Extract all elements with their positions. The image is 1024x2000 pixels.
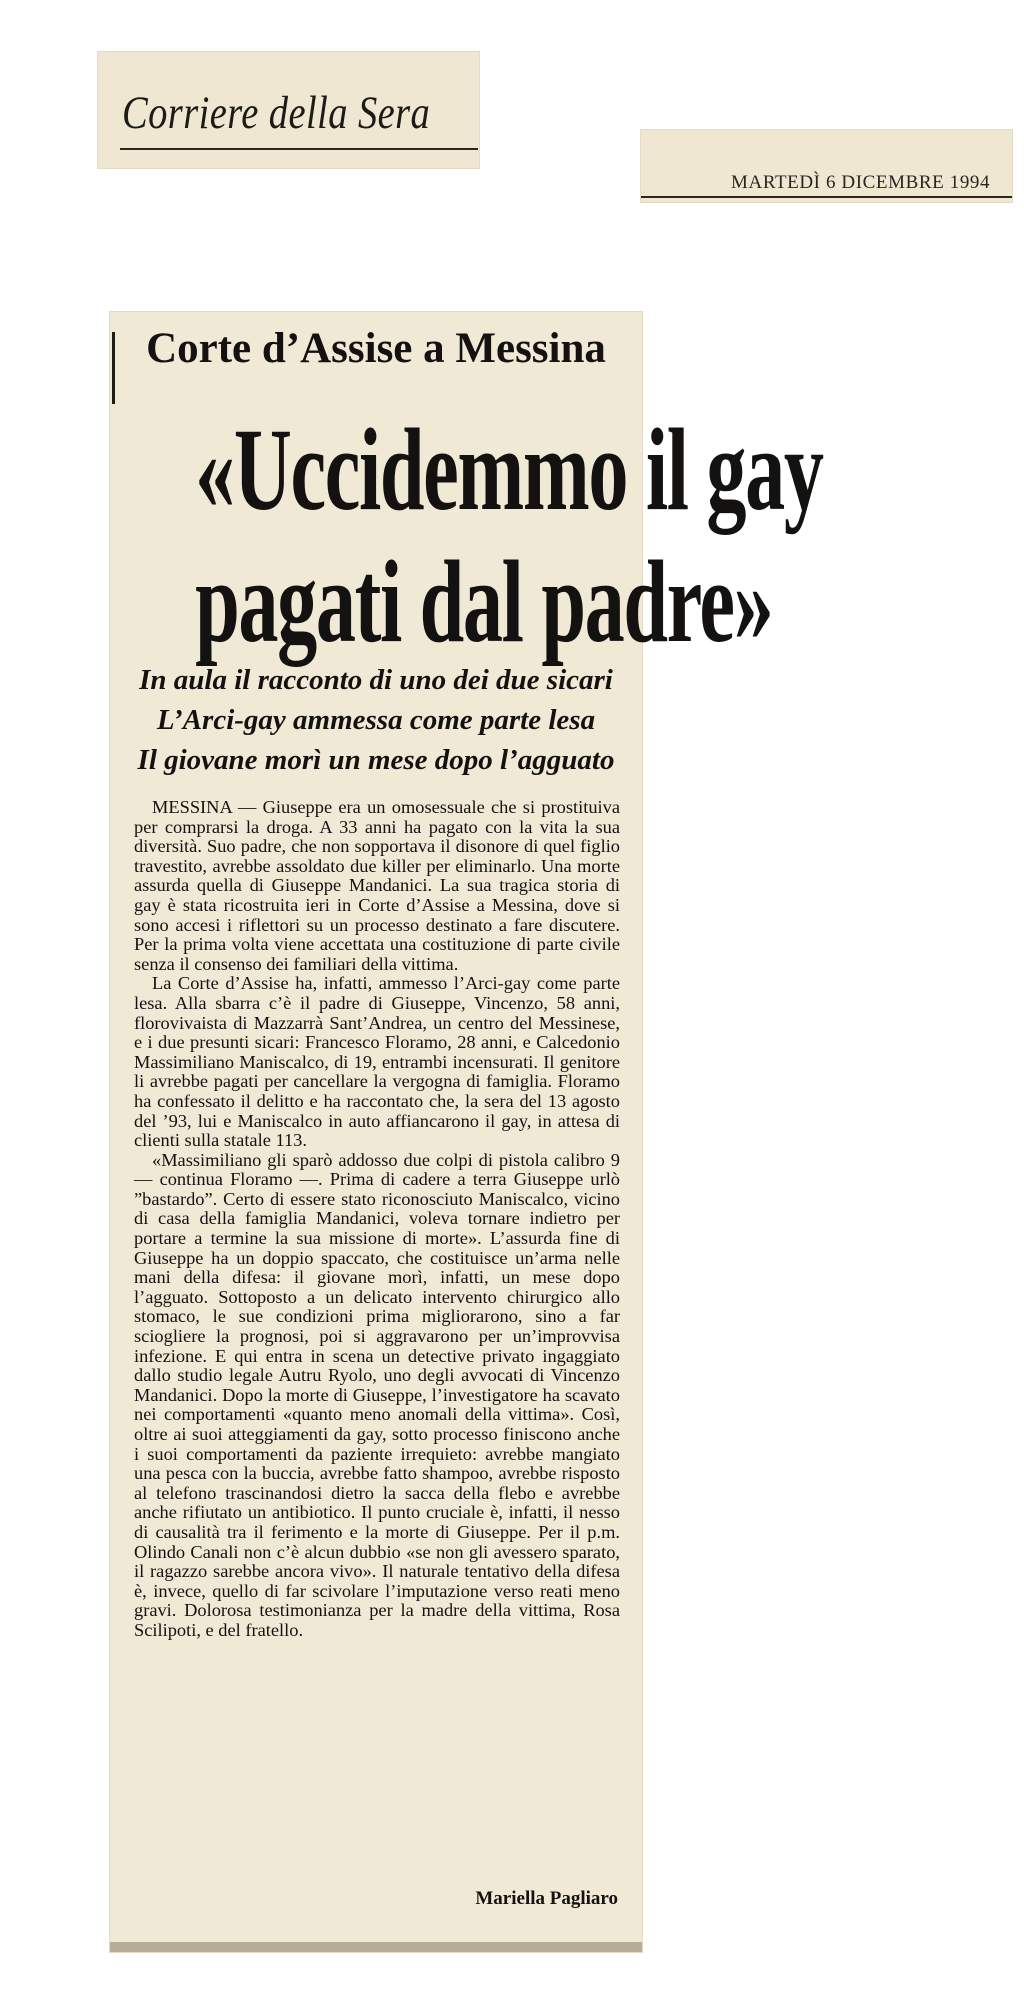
article-body: [134, 798, 620, 1641]
clipping-bottom-edge: [110, 1942, 642, 1952]
subheading-2: L’Arci-gay ammessa come parte lesa: [156, 704, 596, 736]
date-rule: [641, 196, 1012, 198]
subheading-1: In aula il racconto di uno dei due sicari: [139, 664, 613, 696]
author-byline: Mariella Pagliaro: [475, 1888, 618, 1909]
article-subheadings: [110, 660, 642, 780]
headline-line-1: «Uccidemmo il gay: [195, 404, 823, 535]
masthead-clipping: [98, 52, 479, 168]
body-paragraph-1: MESSINA — Giuseppe era un omosessuale che si prostituiva per comprarsi la droga. A 33 anni ha pagato con la vita la sua diversità. Suo padre, che non sopportava il disonore di quel figlio travestito, avrebbe assoldato due killer per eliminarlo. Una morte assurda quella di Giuseppe Mandanici. La sua tragica storia di gay è stata ricostruita ieri in Corte d’Assise a Messina, dove si sono accesi i riflettori su un processo destinato a fare discutere. Per la prima volta viene accettata una costituzione di parte civile senza il consenso dei familiari della vittima.: [134, 797, 620, 974]
article-clipping: [110, 312, 823, 1952]
publication-date: MARTEDÌ 6 DICEMBRE 1994: [731, 172, 991, 193]
headline-line-2: pagati dal padre»: [195, 536, 773, 667]
date-clipping: [641, 130, 1012, 202]
body-paragraph-2: La Corte d’Assise ha, infatti, ammesso l’Arci-gay come parte lesa. Alla sbarra c’è il padre di Giuseppe, Vincenzo, 58 anni, florovivaista di Mazzarrà Sant’Andrea, un centro del Messinese, e i due presunti sicari: Francesco Floramo, 28 anni, e Calcedonio Massimiliano Maniscalco, di 19, entrambi incensurati. Il genitore li avrebbe pagati per cancellare la vergogna di famiglia. Floramo ha confessato il delitto e ha raccontato che, la sera del 13 agosto del ’93, lui e Maniscalco in auto affiancarono il gay, in attesa di clienti sulla statale 113.: [134, 973, 620, 1151]
body-paragraph-3: «Massimiliano gli sparò addosso due colpi di pistola calibro 9 — continua Floramo —. Prima di cadere a terra Giuseppe urlò ”bastardo”. Certo di essere stato riconosciuto Maniscalco, vicino di casa della famiglia Mandanici, voleva tornare indietro per portare a termine la sua missione di morte». L’assurda fine di Giuseppe ha un doppio spaccato, che costituisce un’arma nelle mani della difesa: il giovane morì, infatti, un mese dopo l’agguato. Sottoposto a un delicato intervento chirurgico allo stomaco, le sue condizioni prima migliorarono, sino a far sciogliere la prognosi, poi si aggravarono per un’improvvisa infezione. E qui entra in scena un detective privato ingaggiato dallo studio legale Autru Ryolo, uno degli avvocati di Vincenzo Mandanici. Dopo la morte di Giuseppe, l’investigatore ha scavato nei comportamenti «quanto meno anomali della vittima». Così, oltre ai suoi atteggiamenti da gay, sotto processo finiscono anche i suoi comportamenti da paziente irrequieto: avrebbe mangiato una pesca con la buccia, avrebbe fatto shampoo, avrebbe risposto al telefono trascinandosi dietro la sacca della flebo e avrebbe anche rifiutato un antibiotico. Il punto cruciale è, infatti, il nesso di causalità tra il ferimento e la morte di Giuseppe. Per il p.m. Olindo Canali non c’è alcun dubbio «se non gli avessero sparato, il ragazzo sarebbe ancora vivo». Il naturale tentativo della difesa è, invece, quello di far scivolare l’imputazione verso reati meno gravi. Dolorosa testimonianza per la madre della vittima, Rosa Scilipoti, e del fratello.: [134, 1149, 620, 1640]
subheading-3: Il giovane morì un mese dopo l’agguato: [137, 744, 615, 776]
article-kicker: Corte d’Assise a Messina: [146, 325, 606, 372]
newspaper-name: Corriere della Sera: [122, 87, 431, 139]
masthead-rule: [120, 148, 478, 150]
article-headline: [110, 404, 823, 668]
